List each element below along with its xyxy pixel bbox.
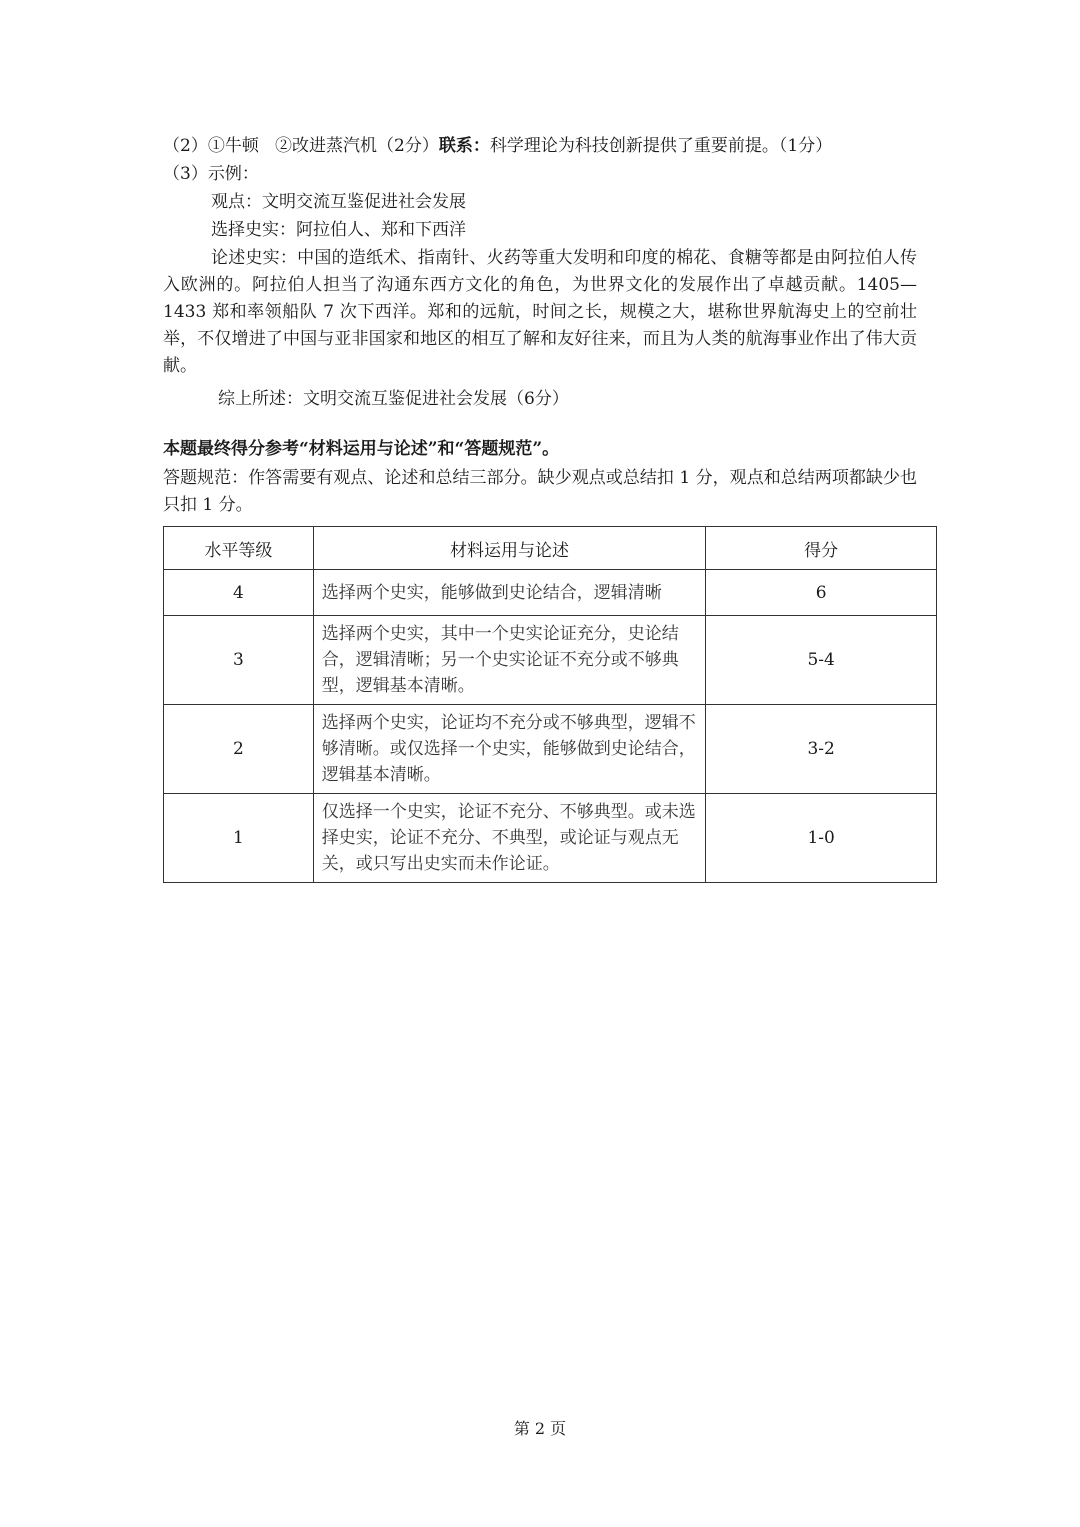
score-cell: 5-4 [706,616,937,705]
q3-viewpoint: 观点：文明交流互鉴促进社会发展 [211,192,466,212]
level-cell: 3 [164,616,314,705]
desc-cell: 选择两个史实，其中一个史实论证充分，史论结合，逻辑清晰；另一个史实论证不充分或不够典型，逻辑基本清晰。 [313,616,705,705]
q2-link-text: 科学理论为科技创新提供了重要前提。（1分） [489,136,833,156]
column-header-desc: 材料运用与论述 [313,527,705,570]
table-header-row [164,527,937,570]
column-header-level: 水平等级 [164,527,314,570]
q2-answer1: ①牛顿 [207,136,259,156]
page-number: 第 2 页 [513,1419,567,1438]
scoring-rules: 答题规范：作答需要有观点、论述和总结三部分。缺少观点或总结扣 1 分，观点和总结两项都缺少也只扣 1 分。 [163,468,917,515]
level-cell: 1 [164,794,314,883]
q3-conclusion: 综上所述：文明交流互鉴促进社会发展（6分） [218,389,569,409]
q2-link-label: 联系： [438,136,490,156]
desc-cell: 仅选择一个史实，论证不充分、不够典型。或未选择史实，论证不充分、不典型，或论证与观点无关，或只写出史实而未作论证。 [313,794,705,883]
score-cell: 1-0 [706,794,937,883]
score-cell: 3-2 [706,705,937,794]
q2-answer-line [163,133,832,159]
scoring-table [163,526,937,883]
q3-argument: 论述史实：中国的造纸术、指南针、火药等重大发明和印度的棉花、食糖等都是由阿拉伯人传入欧洲的。阿拉伯人担当了沟通东西方文化的角色，为世界文化的发展作出了卓越贡献。1405—1433 郑和率领船队 7 次下西洋。郑和的远航，时间之长，规模之大，堪称世界航海史上的空前壮举，不仅增进了中国与亚非国家和地区的相互了解和友好往来，而且为人类的航海事业作出了伟大贡献。 [163,248,917,376]
table-row [164,705,937,794]
level-cell: 4 [164,570,314,616]
scoring-heading: 本题最终得分参考“材料运用与论述”和“答题规范”。 [163,439,560,459]
table-row [164,794,937,883]
table-row [164,570,937,616]
q3-facts: 选择史实：阿拉伯人、郑和下西洋 [211,220,466,240]
desc-cell: 选择两个史实，能够做到史论结合，逻辑清晰 [313,570,705,616]
level-cell: 2 [164,705,314,794]
score-cell: 6 [706,570,937,616]
desc-cell: 选择两个史实，论证均不充分或不够典型，逻辑不够清晰。或仅选择一个史实，能够做到史论结合，逻辑基本清晰。 [313,705,705,794]
q2-answer2: ②改进蒸汽机（2分） [275,136,439,156]
q2-number: （2） [163,136,208,156]
column-header-score: 得分 [706,527,937,570]
q3-number: （3）示例： [163,164,259,184]
table-row [164,616,937,705]
